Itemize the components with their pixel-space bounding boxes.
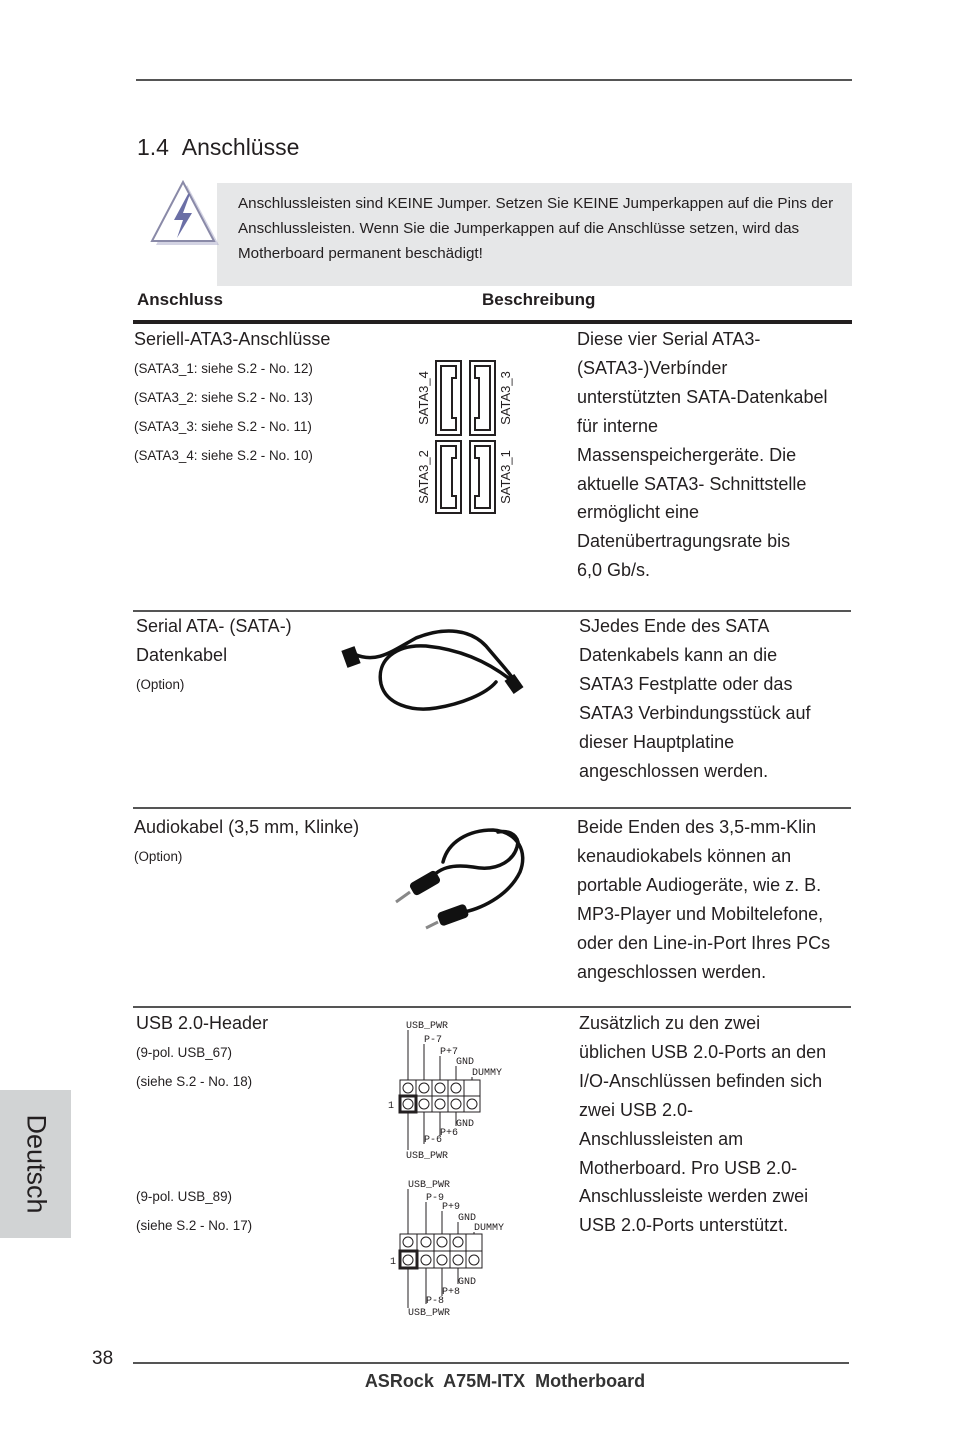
footer-title: ASRock A75M-ITX Motherboard bbox=[364, 1371, 646, 1391]
footer-rule bbox=[133, 1362, 849, 1364]
sata3-detail-1: (SATA3_1: siehe S.2 - No. 12) bbox=[134, 361, 313, 376]
top-rule bbox=[136, 79, 852, 81]
usb67-p-minus: P-7 bbox=[424, 1035, 443, 1046]
audio-cable-description: Beide Enden des 3,5-mm-Klin kenaudiokabels können an portable Audiogeräte, wie z. B. MP3-Player und Mobiltelefone, oder den Line-in-Port Ihres PCs angeschlossen werden. bbox=[577, 817, 831, 982]
usb67-header-diagram bbox=[386, 1016, 526, 1164]
sata3-4-label: SATA3_4 bbox=[416, 371, 431, 425]
usb89-usb-pwr-bottom: USB_PWR bbox=[408, 1308, 451, 1319]
row-name-usb-header: USB 2.0-Header bbox=[136, 1013, 269, 1033]
usb89-pin1: 1 bbox=[390, 1257, 397, 1268]
section-number: 1.4 bbox=[137, 134, 169, 160]
language-side-tab bbox=[0, 1090, 71, 1238]
usb67-usb-pwr-bottom: USB_PWR bbox=[406, 1151, 449, 1162]
sata3-detail-3: (SATA3_3: siehe S.2 - No. 11) bbox=[134, 419, 312, 434]
usb89-detail-1: (9-pol. USB_89) bbox=[136, 1189, 233, 1204]
sata3-detail-4: (SATA3_4: siehe S.2 - No. 10) bbox=[134, 448, 313, 463]
usb89-p-plus: P+9 bbox=[442, 1202, 461, 1213]
usb89-detail-2: (siehe S.2 - No. 17) bbox=[136, 1218, 253, 1233]
usb67-p-plus: P+7 bbox=[440, 1047, 459, 1058]
sata3-connectors-diagram bbox=[408, 356, 528, 516]
usb67-gnd: GND bbox=[456, 1057, 475, 1068]
usb89-p-minus: P-9 bbox=[426, 1193, 445, 1204]
usb67-detail-1: (9-pol. USB_67) bbox=[136, 1045, 233, 1060]
row-name-sata3: Seriell-ATA3-Anschlüsse bbox=[134, 329, 331, 349]
usb89-gnd-bottom: GND bbox=[458, 1277, 477, 1288]
sata-cable-image bbox=[336, 624, 536, 716]
usb89-usb-pwr-top: USB_PWR bbox=[408, 1180, 451, 1191]
row-name-sata-cable-line1: Serial ATA- (SATA-) bbox=[136, 616, 292, 636]
audio-cable-image bbox=[388, 822, 538, 940]
row-name-audio-cable: Audiokabel (3,5 mm, Klinke) bbox=[134, 817, 360, 837]
usb67-pin1: 1 bbox=[388, 1101, 395, 1112]
sata-cable-description: SJedes Ende des SATA Datenkabels kann an die SATA3 Festplatte oder das SATA3 Verbindungsstück auf dieser Hauptplatine angeschlossen werden. bbox=[579, 616, 811, 781]
sata3-description: Diese vier Serial ATA3- (SATA3-)Verbínder unterstützten SATA-Datenkabel für interne Massenspeichergeräte. Die aktuelle SATA3- Schnittstelle ermöglicht eine Datenübertragungsrate bis 6,0 Gb/s. bbox=[577, 329, 828, 581]
warning-text: Anschlussleisten sind KEINE Jumper. Setzen Sie KEINE Jumperkappen auf die Pins der Anschlussleisten. Wenn Sie die Jumperkappen auf die Anschlüsse setzen, wird das Motherboard permanent beschädigt! bbox=[238, 195, 834, 262]
column-header-beschreibung: Beschreibung bbox=[482, 290, 596, 309]
sata3-1-label: SATA3_1 bbox=[498, 450, 513, 504]
sata3-3-label: SATA3_3 bbox=[498, 371, 513, 425]
sata3-2-label: SATA3_2 bbox=[416, 450, 431, 504]
section-title-text: Anschlüsse bbox=[181, 134, 300, 160]
language-side-tab-label: Deutsch bbox=[21, 1114, 51, 1214]
usb67-gnd-bottom: GND bbox=[456, 1119, 475, 1130]
usb-header-description: Zusätzlich zu den zwei üblichen USB 2.0-Ports an den I/O-Anschlüssen befinden sich zwei USB 2.0- Anschlussleisten am Motherboard. Pro USB 2.0- Anschlussleiste werden zwei USB 2.0-Ports unterstützt. bbox=[579, 1013, 827, 1236]
usb89-p-minus-bottom: P-8 bbox=[426, 1296, 445, 1307]
usb67-usb-pwr-top: USB_PWR bbox=[406, 1021, 449, 1032]
usb89-gnd: GND bbox=[458, 1213, 477, 1224]
usb67-detail-2: (siehe S.2 - No. 18) bbox=[136, 1074, 253, 1089]
warning-icon bbox=[150, 180, 220, 248]
row-name-sata-cable-line2: Datenkabel bbox=[136, 645, 228, 665]
audio-cable-option: (Option) bbox=[134, 849, 183, 864]
usb89-header-diagram bbox=[386, 1174, 526, 1322]
page-number: 38 bbox=[92, 1348, 114, 1369]
usb67-dummy: DUMMY bbox=[472, 1068, 503, 1079]
row-rule-3 bbox=[133, 1006, 851, 1008]
section-title bbox=[137, 134, 299, 161]
sata-cable-option: (Option) bbox=[136, 677, 185, 692]
sata3-detail-2: (SATA3_2: siehe S.2 - No. 13) bbox=[134, 390, 313, 405]
header-rule bbox=[133, 320, 852, 324]
usb67-p-minus-bottom: P-6 bbox=[424, 1135, 443, 1146]
usb89-p-plus-bottom: P+8 bbox=[442, 1287, 461, 1298]
usb89-dummy: DUMMY bbox=[474, 1223, 505, 1234]
usb67-p-plus-bottom: P+6 bbox=[440, 1128, 459, 1139]
column-header-anschluss: Anschluss bbox=[137, 290, 223, 309]
row-rule-2 bbox=[133, 807, 851, 809]
